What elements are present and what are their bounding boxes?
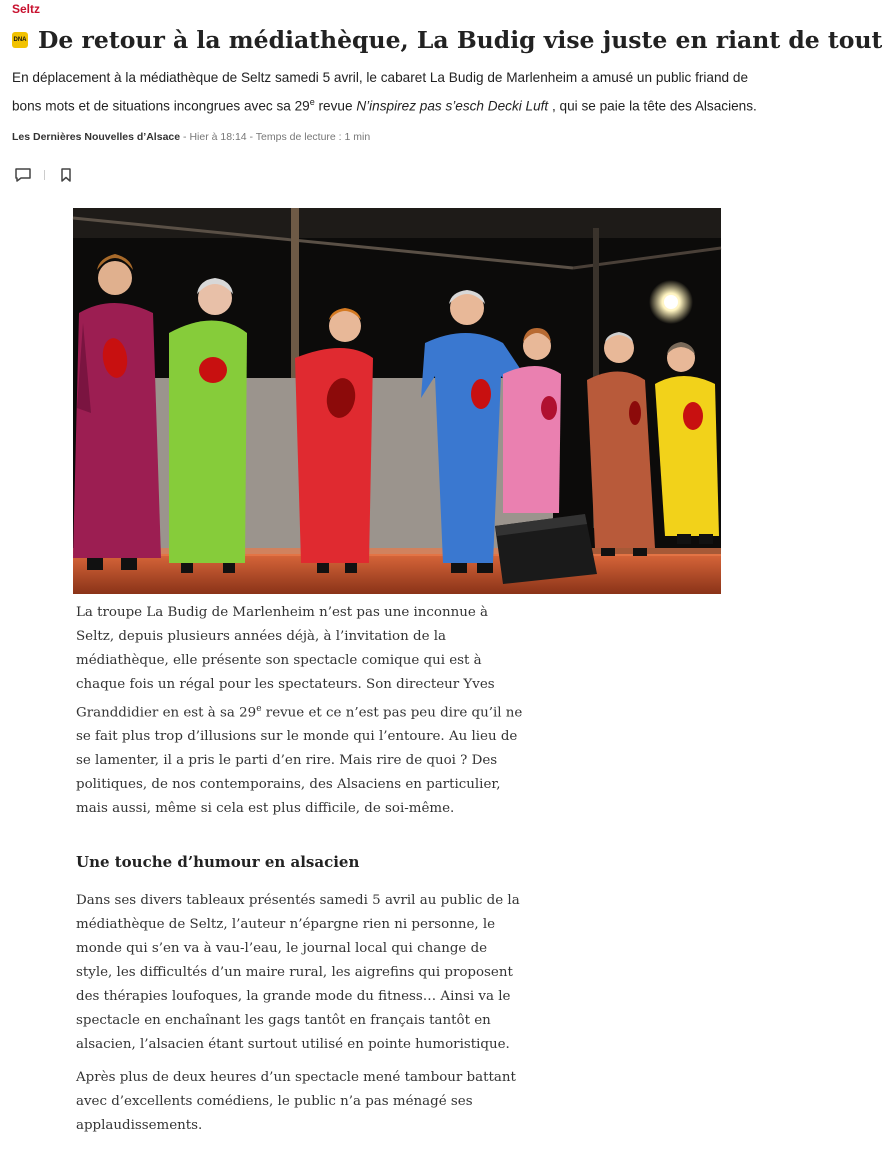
article-photo[interactable]: [73, 208, 721, 594]
paragraph-2: Dans ses divers tableaux présentés samedi 5 avril au public de la médiathèque de Seltz, l’auteur n’épargne rien ni personne, le monde qui s’en va à vau-l’eau, le journal local qui change de style, les difficultés d’un maire rural, les aigrefins qui proposent des thérapies loufoques, la grande mode du fitness… Ainsi va le spectacle en enchaînant les gags tantôt en français tantôt en alsacien, l’alsacien étant surtout utilisé en pointe humoristique.: [76, 893, 520, 1052]
dna-logo-icon: DNA: [12, 32, 28, 48]
article-chapo: En déplacement à la médiathèque de Seltz samedi 5 avril, le cabaret La Budig de Marlenheim a amusé un public friand de bons mots et de situations incongrues avec sa 29e revue N’inspirez pas s’esch Decki Luft , qui se paie la tête des Alsaciens.: [12, 70, 757, 114]
article-headline: De retour à la médiathèque, La Budig vise juste en riant de tout: [38, 26, 882, 54]
paragraph-3: Après plus de deux heures d’un spectacle mené tambour battant avec d’excellents comédiens, le public n’a pas ménagé ses applaudissements.: [76, 1070, 516, 1133]
stage-photo-illustration: [73, 208, 721, 594]
subheading: Une touche d’humour en alsacien: [76, 853, 360, 871]
comment-icon: [14, 167, 32, 183]
bookmark-button[interactable]: [55, 166, 77, 184]
paragraph-1: La troupe La Budig de Marlenheim n’est pas une inconnue à Seltz, depuis plusieurs années déjà, à l’invitation de la médiathèque, elle présente son spectacle comique qui est à chaque fois un régal pour les spectateurs. Son directeur Yves Granddidier en est à sa 29e revue et ce n’est pas peu dire qu’il ne se fait plus trop d’illusions sur le monde qui l’entoure. Au lieu de se lamenter, il a pris le parti d’en rire. Mais rire de quoi ? Des politiques, de nos contemporains, des Alsaciens en particulier, mais aussi, même si cela est plus difficile, de soi-même.: [76, 605, 523, 817]
tools-divider: [44, 170, 45, 180]
publish-time: Hier à 18:14: [189, 131, 247, 143]
section-label[interactable]: Seltz: [12, 2, 41, 16]
headline-row: [12, 24, 882, 56]
comment-button[interactable]: [12, 166, 34, 184]
article-meta: Les Dernières Nouvelles d’Alsace - Hier à 18:14 - Temps de lecture : 1 min: [12, 131, 371, 143]
article-tools: [12, 166, 77, 184]
source-name[interactable]: Les Dernières Nouvelles d’Alsace: [12, 131, 181, 143]
reading-time: Temps de lecture : 1 min: [255, 131, 371, 143]
bookmark-icon: [59, 167, 73, 183]
